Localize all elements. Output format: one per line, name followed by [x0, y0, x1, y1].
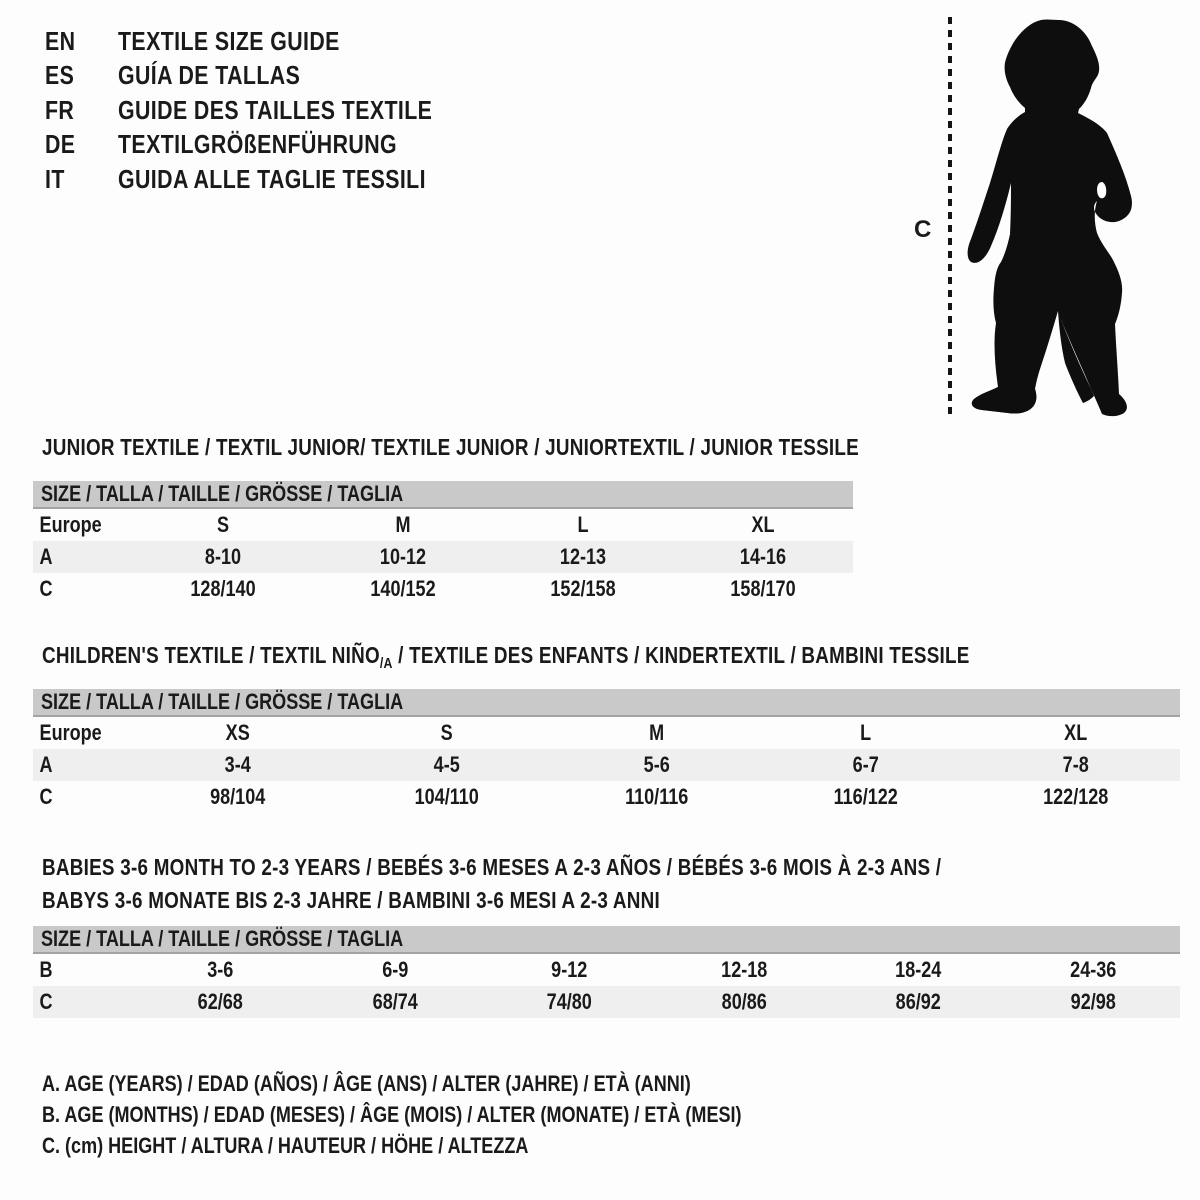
months-cell: 18-24 — [895, 957, 942, 982]
babies-title-line2: BABYS 3-6 MONATE BIS 2-3 JAHRE / BAMBINI 3-6 MESI A 2-3 ANNI — [42, 887, 661, 913]
legend-line-a: A. AGE (YEARS) / EDAD (AÑOS) / ÂGE (ANS) / ALTER (JAHRE) / ETÀ (ANNI) — [42, 1071, 691, 1096]
months-cell: 6-9 — [381, 957, 408, 982]
height-cell: 110/116 — [624, 784, 689, 809]
height-measure-dashed-line — [948, 17, 952, 415]
language-row-en — [45, 24, 501, 59]
baby-toddler-silhouette — [966, 16, 1134, 418]
height-cell: 74/80 — [546, 989, 592, 1014]
height-cell: 92/98 — [1070, 989, 1116, 1014]
legend-line-c: C. (cm) HEIGHT / ALTURA / HAUTEUR / HÖHE / ALTEZZA — [42, 1133, 529, 1158]
children-row-europe — [33, 717, 1180, 749]
junior-row-age — [33, 541, 853, 573]
size-header-label: SIZE / TALLA / TAILLE / GRÖSSE / TAGLIA — [41, 689, 404, 714]
age-cell: 8-10 — [204, 544, 242, 569]
height-cell: 158/170 — [730, 576, 796, 601]
height-cell: 104/110 — [415, 784, 480, 809]
age-cell: 4-5 — [434, 752, 461, 777]
height-cell: 116/122 — [833, 784, 899, 809]
junior-size-table — [33, 481, 853, 605]
height-cell: 86/92 — [895, 989, 941, 1014]
row-label: C — [39, 576, 53, 601]
language-code: IT — [45, 163, 65, 194]
size-cell: S — [216, 512, 230, 537]
size-cell: XL — [751, 512, 775, 537]
babies-row-months — [33, 954, 1180, 986]
row-label: C — [39, 784, 53, 809]
junior-row-europe — [33, 509, 853, 541]
age-cell: 5-6 — [643, 752, 670, 777]
height-measure-label: C — [914, 216, 932, 243]
height-cell: 68/74 — [372, 989, 418, 1014]
children-size-table — [33, 689, 1180, 813]
size-cell: XL — [1063, 720, 1087, 745]
height-cell: 128/140 — [190, 576, 256, 601]
junior-section-title — [42, 434, 1038, 461]
size-cell: M — [395, 512, 411, 537]
months-cell: 12-18 — [720, 957, 767, 982]
height-cell: 62/68 — [197, 989, 243, 1014]
language-code: ES — [45, 60, 75, 91]
age-cell: 7-8 — [1062, 752, 1089, 777]
height-cell: 122/128 — [1042, 784, 1108, 809]
row-label: B — [39, 957, 53, 982]
size-header-label: SIZE / TALLA / TAILLE / GRÖSSE / TAGLIA — [41, 481, 404, 506]
height-cell: 80/86 — [721, 989, 767, 1014]
row-label: A — [39, 544, 53, 569]
age-cell: 12-13 — [559, 544, 607, 569]
language-row-it — [45, 162, 501, 197]
guide-title-es: GUÍA DE TALLAS — [118, 60, 301, 91]
measure-legend — [42, 1068, 895, 1161]
months-cell: 24-36 — [1069, 957, 1116, 982]
junior-row-height — [33, 573, 853, 605]
age-cell: 3-4 — [224, 752, 251, 777]
babies-size-header-row — [33, 926, 1180, 954]
babies-section-title — [42, 851, 1139, 917]
title-subscript: /A — [379, 655, 393, 672]
guide-title-it: GUIDA ALLE TAGLIE TESSILI — [118, 163, 426, 194]
children-row-age — [33, 749, 1180, 781]
age-cell: 14-16 — [739, 544, 787, 569]
junior-title-text: JUNIOR TEXTILE / TEXTIL JUNIOR/ TEXTILE JUNIOR / JUNIORTEXTIL / JUNIOR TESSILE — [42, 434, 860, 460]
language-title-list — [45, 24, 501, 197]
children-size-header-row — [33, 689, 1180, 717]
children-title-text: CHILDREN'S TEXTILE / TEXTIL $NIÑO_{/A}$ / TEXTILE DES ENFANTS / KINDERTEXTIL / BAMBINI TESSILE — [42, 642, 970, 672]
height-cell: 98/104 — [210, 784, 266, 809]
children-row-height — [33, 781, 1180, 813]
size-cell: S — [441, 720, 454, 745]
size-cell: XS — [225, 720, 250, 745]
language-code: EN — [45, 25, 76, 56]
row-label: Europe — [39, 512, 102, 537]
babies-row-height — [33, 986, 1180, 1018]
language-row-fr — [45, 93, 501, 128]
language-code: DE — [45, 129, 76, 160]
row-label: Europe — [39, 720, 102, 745]
language-code: FR — [45, 94, 75, 125]
guide-title-fr: GUIDE DES TAILLES TEXTILE — [118, 94, 433, 125]
guide-title-en: TEXTILE SIZE GUIDE — [118, 25, 340, 56]
junior-size-header-row — [33, 481, 853, 509]
row-label: A — [39, 752, 53, 777]
age-cell: 10-12 — [379, 544, 427, 569]
height-cell: 140/152 — [370, 576, 436, 601]
babies-title-line1: BABIES 3-6 MONTH TO 2-3 YEARS / BEBÉS 3-6 MESES A 2-3 AÑOS / BÉBÉS 3-6 MOIS À 2-3 ANS / — [42, 854, 942, 880]
months-cell: 3-6 — [207, 957, 234, 982]
height-cell: 152/158 — [550, 576, 616, 601]
age-cell: 6-7 — [852, 752, 879, 777]
size-cell: L — [577, 512, 589, 537]
size-cell: L — [860, 720, 872, 745]
size-header-label: SIZE / TALLA / TAILLE / GRÖSSE / TAGLIA — [41, 926, 404, 951]
children-section-title — [42, 642, 1173, 672]
guide-title-de: TEXTILGRÖßENFÜHRUNG — [118, 129, 398, 160]
legend-line-b: B. AGE (MONTHS) / EDAD (MESES) / ÂGE (MOIS) / ALTER (MONATE) / ETÀ (MESI) — [42, 1102, 742, 1127]
row-label: C — [39, 989, 53, 1014]
size-cell: M — [648, 720, 665, 745]
language-row-es — [45, 59, 501, 94]
months-cell: 9-12 — [551, 957, 588, 982]
language-row-de — [45, 128, 501, 163]
babies-size-table — [33, 926, 1180, 1018]
